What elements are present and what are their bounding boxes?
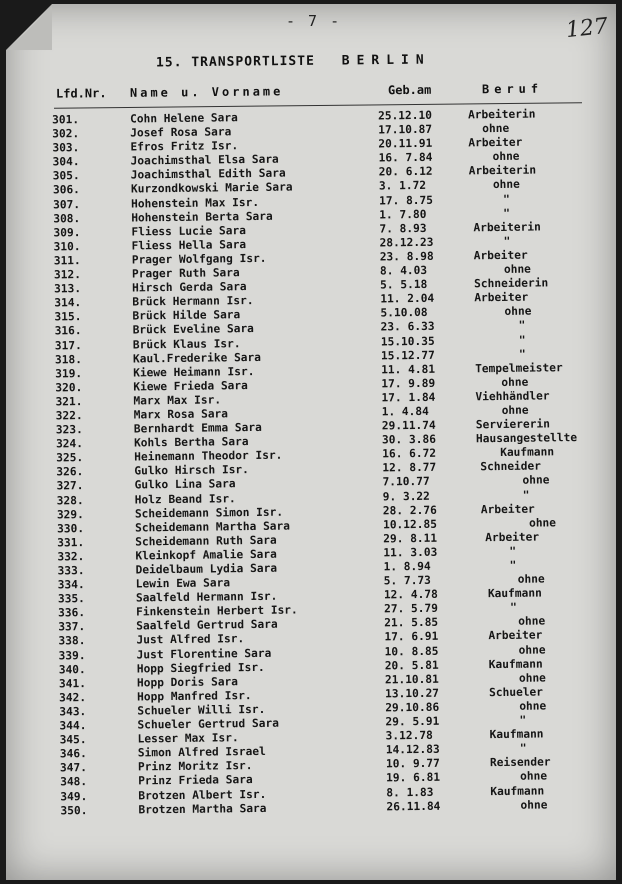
row-birthdate: 11. 3.03 [383, 545, 438, 560]
row-number: 334. [57, 578, 85, 592]
row-occupation: " [519, 741, 527, 755]
row-occupation: ohne [504, 304, 532, 319]
title-city: BERLIN [341, 52, 431, 69]
row-birthdate: 16. 7.84 [378, 151, 433, 165]
row-number: 305. [52, 169, 80, 183]
row-occupation: Arbeiterin [467, 107, 536, 122]
row-number: 325. [56, 451, 84, 465]
row-number: 312. [53, 268, 82, 282]
row-number: 348. [60, 775, 88, 789]
row-occupation: ohne [518, 671, 546, 685]
row-birthdate: 7.10.77 [382, 475, 430, 489]
row-birthdate: 29. 8.11 [383, 531, 438, 546]
header-name: Name u. Vorname [129, 84, 284, 100]
row-birthdate: 11. 4.81 [381, 362, 436, 377]
row-name: Prager Ruth Sara [131, 266, 240, 281]
row-name: Scheidemann Ruth Sara [135, 533, 277, 549]
row-occupation: Viehhändler [475, 389, 550, 404]
row-number: 307. [53, 197, 81, 211]
row-name: Bernhardt Emma Sara [133, 420, 262, 436]
row-number: 350. [60, 803, 88, 817]
title-transport: 15. TRANSPORTLISTE [155, 53, 315, 71]
row-name: Scheidemann Simon Isr. [134, 505, 284, 521]
row-birthdate: 8. 1.83 [386, 785, 434, 799]
row-name: Gulko Hirsch Isr. [134, 463, 249, 478]
row-occupation: Kaufmann [500, 445, 555, 460]
row-occupation: Arbeiter [488, 628, 543, 643]
row-occupation: Schneider [480, 459, 542, 474]
row-name: Hohenstein Max Isr. [131, 195, 260, 211]
row-birthdate: 26.11.84 [386, 799, 441, 813]
row-occupation: Arbeiter [474, 290, 529, 305]
row-birthdate: 3.12.78 [385, 728, 433, 743]
row-number: 319. [55, 366, 83, 381]
row-birthdate: 10.12.85 [382, 517, 438, 532]
row-occupation: ohne [518, 643, 546, 657]
row-name: Fliess Hella Sara [131, 237, 247, 253]
row-birthdate: 23. 6.33 [380, 320, 435, 334]
row-name: Kiewe Frieda Sara [133, 378, 248, 394]
row-occupation: ohne [501, 403, 529, 417]
row-name: Fliess Lucie Sara [131, 223, 247, 239]
header-occupation: Beruf [481, 81, 544, 97]
row-occupation: " [503, 234, 511, 248]
row-name: Prinz Moritz Isr. [137, 759, 253, 774]
header-birthdate: Geb.am [387, 82, 432, 98]
row-name: Kurzondkowski Marie Sara [130, 180, 293, 196]
row-name: Kiewe Heimann Isr. [133, 364, 255, 380]
row-birthdate: 5. 7.73 [383, 573, 431, 588]
row-occupation: " [502, 192, 510, 206]
row-occupation: ohne [528, 516, 557, 530]
row-occupation: " [509, 558, 517, 572]
row-occupation: ohne [522, 473, 550, 488]
row-birthdate: 16. 6.72 [382, 447, 437, 461]
row-occupation: ohne [518, 614, 546, 629]
row-birthdate: 28. 2.76 [382, 503, 437, 518]
row-name: Joachimsthal Elsa Sara [130, 152, 279, 168]
row-occupation: " [518, 319, 526, 333]
row-name: Simon Alfred Israel [137, 745, 266, 760]
row-number: 340. [58, 662, 86, 677]
row-number: 309. [53, 225, 81, 240]
row-number: 313. [54, 282, 82, 296]
row-birthdate: 20. 6.12 [378, 165, 433, 179]
row-name: Brück Hermann Isr. [132, 294, 254, 309]
row-occupation: Reisender [489, 755, 551, 770]
row-birthdate: 1. 4.84 [381, 404, 429, 419]
row-occupation: Kaufmann [490, 783, 545, 798]
row-occupation: ohne [517, 572, 545, 586]
row-birthdate: 25.12.10 [377, 108, 433, 123]
row-birthdate: 12. 4.78 [383, 587, 438, 602]
row-birthdate: 17. 8.75 [379, 193, 434, 208]
row-occupation: " [509, 544, 517, 558]
row-occupation: ohne [501, 375, 529, 389]
row-occupation: Arbeiter [473, 248, 528, 263]
row-name: Brotzen Albert Isr. [138, 787, 267, 802]
row-name: Hohenstein Berta Sara [131, 209, 273, 225]
row-name: Hopp Manfred Isr. [137, 688, 252, 704]
row-birthdate: 8. 4.03 [379, 263, 428, 278]
row-occupation: ohne [503, 262, 531, 276]
row-number: 329. [56, 507, 84, 522]
row-number: 317. [54, 338, 82, 352]
row-number: 315. [54, 310, 82, 324]
row-name: Brück Klaus Isr. [132, 336, 241, 351]
row-occupation: Kaufmann [489, 727, 544, 742]
row-number: 331. [57, 535, 85, 550]
row-number: 322. [55, 409, 83, 423]
row-occupation: ohne [519, 699, 547, 713]
row-number: 335. [57, 592, 85, 606]
row-occupation: " [509, 601, 517, 615]
row-number: 308. [53, 211, 81, 226]
row-name: Prager Wolfgang Isr. [131, 251, 267, 267]
row-number: 310. [53, 239, 81, 254]
row-occupation: ohne [520, 798, 548, 812]
row-occupation: Arbeiterin [473, 220, 541, 235]
row-birthdate: 10. 8.85 [384, 644, 439, 658]
row-number: 342. [59, 690, 87, 705]
row-birthdate: 9. 3.22 [382, 489, 430, 503]
row-occupation: " [519, 713, 527, 727]
row-birthdate: 3. 1.72 [378, 179, 427, 193]
row-number: 302. [52, 127, 80, 141]
row-birthdate: 10. 9.77 [385, 757, 440, 771]
row-number: 344. [59, 719, 87, 733]
row-birthdate: 17. 1.84 [381, 390, 436, 405]
row-birthdate: 23. 8.98 [379, 249, 434, 264]
row-occupation: " [518, 347, 526, 361]
row-birthdate: 14.12.83 [385, 742, 440, 757]
row-number: 330. [56, 521, 85, 536]
row-birthdate: 17.10.87 [378, 122, 433, 137]
row-birthdate: 5.10.08 [380, 306, 428, 320]
row-birthdate: 1. 8.94 [383, 559, 431, 574]
row-name: Cohn Helene Sara [129, 111, 238, 126]
row-number: 338. [58, 634, 86, 648]
row-birthdate: 12. 8.77 [382, 461, 437, 475]
row-occupation: Serviererin [475, 417, 551, 432]
row-name: Brück Eveline Sara [132, 322, 254, 337]
row-name: Efros Fritz Isr. [130, 139, 239, 154]
row-occupation: " [503, 206, 511, 220]
row-number: 311. [53, 254, 81, 268]
row-number: 332. [57, 549, 85, 564]
row-name: Lesser Max Isr. [137, 731, 239, 746]
row-name: Josef Rosa Sara [130, 125, 232, 140]
page-number: - 7 - [286, 12, 342, 30]
row-birthdate: 5. 5.18 [380, 277, 428, 292]
row-name: Marx Rosa Sara [133, 407, 229, 422]
row-number: 345. [59, 733, 87, 747]
handwritten-folio-number: 127 [564, 13, 610, 44]
row-name: Finkenstein Herbert Isr. [136, 603, 298, 619]
row-name: Prinz Frieda Sara [138, 773, 253, 788]
row-occupation: Arbeiter [480, 502, 535, 516]
row-occupation: ohne [492, 150, 520, 164]
row-number: 314. [54, 296, 82, 310]
row-number: 320. [55, 380, 83, 395]
row-occupation: ohne [492, 178, 520, 192]
row-number: 346. [59, 747, 87, 761]
row-occupation: Arbeiter [485, 530, 540, 544]
row-occupation: " [518, 333, 526, 347]
row-number: 336. [58, 606, 86, 620]
row-number: 316. [54, 324, 82, 338]
row-name: Kaul.Frederike Sara [132, 350, 262, 366]
row-birthdate: 21. 5.85 [384, 616, 439, 630]
row-number: 306. [52, 183, 80, 197]
row-birthdate: 27. 5.79 [383, 602, 439, 616]
row-number: 327. [56, 479, 84, 493]
row-name: Just Florentine Sara [136, 646, 272, 662]
row-birthdate: 20. 5.81 [384, 658, 439, 673]
row-birthdate: 15.10.35 [380, 334, 435, 348]
row-birthdate: 17. 9.89 [381, 376, 436, 391]
transport-list [6, 107, 622, 819]
row-birthdate: 1. 7.80 [379, 207, 427, 222]
row-name: Kohls Bertha Sara [133, 435, 249, 450]
row-birthdate: 28.12.23 [379, 235, 434, 250]
row-name: Deidelbaum Lydia Sara [135, 561, 278, 577]
row-occupation: Hausangestellte [475, 431, 578, 446]
row-number: 337. [58, 620, 86, 634]
row-birthdate: 11. 2.04 [380, 292, 435, 306]
row-name: Just Alfred Isr. [136, 632, 245, 647]
row-occupation: ohne [482, 121, 510, 136]
row-number: 328. [56, 493, 84, 507]
row-name: Brotzen Martha Sara [138, 801, 267, 817]
row-birthdate: 13.10.27 [385, 686, 440, 701]
row-name: Saalfeld Gertrud Sara [136, 618, 278, 633]
row-occupation: Arbeiterin [468, 163, 537, 178]
row-number: 304. [52, 155, 80, 169]
row-name: Hirsch Gerda Sara [132, 280, 247, 295]
row-name: Schueler Gertrud Sara [137, 716, 279, 732]
row-name: Scheidemann Martha Sara [134, 519, 291, 535]
row-number: 341. [58, 676, 86, 691]
row-birthdate: 29.10.86 [385, 700, 440, 715]
row-occupation: Schneiderin [474, 276, 549, 291]
row-number: 343. [59, 705, 87, 719]
row-birthdate: 21.10.81 [384, 672, 439, 687]
row-name: Gulko Lina Sara [134, 477, 236, 492]
row-name: Saalfeld Hermann Isr. [135, 589, 278, 605]
row-birthdate: 17. 6.91 [384, 630, 439, 644]
document-title [156, 53, 431, 71]
row-number: 324. [55, 437, 84, 451]
row-number: 321. [55, 394, 83, 409]
row-name: Marx Max Isr. [133, 393, 222, 408]
row-birthdate: 30. 3.86 [381, 432, 436, 447]
row-name: Hopp Siegfried Isr. [136, 660, 265, 676]
row-occupation: ohne [520, 769, 548, 784]
row-name: Kleinkopf Amalie Sara [135, 547, 277, 563]
row-number: 347. [59, 761, 88, 775]
row-number: 333. [57, 564, 85, 578]
row-name: Hopp Doris Sara [136, 674, 239, 690]
row-number: 303. [52, 141, 80, 155]
row-birthdate: 7. 8.93 [379, 221, 427, 236]
row-occupation: Kaufmann [487, 586, 542, 601]
row-occupation: Schueler [489, 685, 544, 699]
row-occupation: " [522, 488, 530, 502]
row-number: 318. [54, 352, 83, 367]
row-birthdate: 20.11.91 [378, 136, 433, 151]
row-name: Heinemann Theodor Isr. [134, 448, 283, 464]
row-name: Schueler Willi Isr. [137, 702, 266, 718]
row-number: 326. [56, 465, 84, 479]
row-birthdate: 29.11.74 [381, 418, 436, 433]
row-name: Holz Beand Isr. [134, 491, 236, 506]
row-name: Brück Hilde Sara [132, 308, 241, 323]
row-occupation: Kaufmann [488, 657, 543, 671]
header-number: Lfd.Nr. [55, 86, 107, 101]
row-name: Lewin Ewa Sara [135, 576, 231, 591]
row-number: 339. [58, 648, 86, 662]
row-occupation: Tempelmeister [475, 360, 563, 375]
document-page [6, 4, 616, 880]
row-birthdate: 19. 6.81 [386, 771, 441, 785]
folded-corner-shadow [6, 4, 52, 50]
row-number: 301. [51, 113, 80, 127]
row-number: 349. [60, 789, 88, 803]
row-birthdate: 15.12.77 [380, 348, 435, 363]
row-name: Joachimsthal Edith Sara [130, 166, 286, 182]
row-birthdate: 29. 5.91 [385, 714, 440, 729]
row-occupation: Arbeiter [468, 135, 523, 150]
row-number: 323. [55, 423, 83, 437]
